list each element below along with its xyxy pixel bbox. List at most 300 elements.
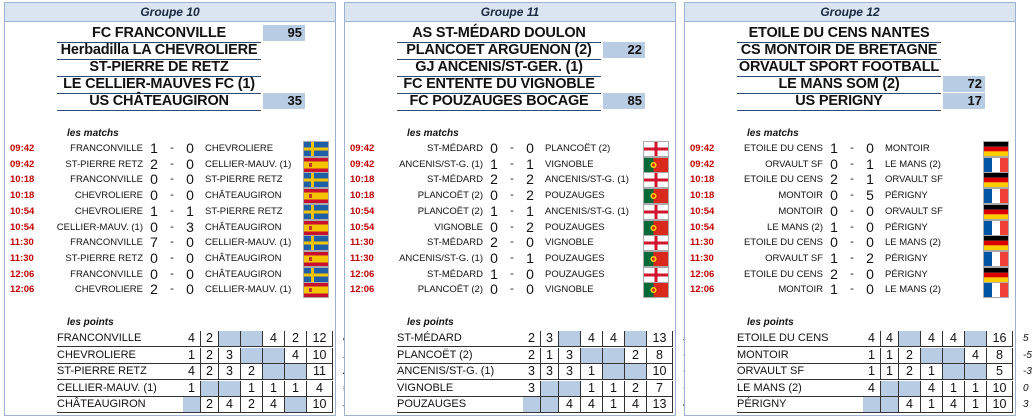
matches-label: les matchs xyxy=(407,128,459,139)
sweden-flag-icon xyxy=(303,235,329,251)
points-row xyxy=(685,331,1029,347)
points-cell xyxy=(899,381,921,396)
match-time: 10:54 xyxy=(690,221,715,233)
points-cell: 10 xyxy=(307,348,333,363)
points-cell: 2 xyxy=(201,397,219,412)
points-note: 0 xyxy=(1023,382,1029,394)
home-score: 1 xyxy=(830,249,838,266)
points-cell: 4 xyxy=(863,331,881,346)
points-cell: 7 xyxy=(647,381,673,396)
away-score: 1 xyxy=(526,249,534,266)
away-score: 2 xyxy=(526,171,534,188)
points-cell: 2 xyxy=(201,348,219,363)
points-cell: 1 xyxy=(603,381,625,396)
group-panel-10 xyxy=(4,2,336,416)
team-name: FC ENTENTE DU VIGNOBLE xyxy=(397,76,601,94)
away-score: 0 xyxy=(186,234,194,251)
points-cell: 4 xyxy=(581,397,603,412)
team-name: ETOILE DU CENS NANTES xyxy=(737,25,941,43)
team-name: ST-PIERRE DE RETZ xyxy=(57,59,261,77)
points-row xyxy=(685,397,1029,413)
match-time: 10:18 xyxy=(350,190,375,202)
home-score: 2 xyxy=(830,171,838,188)
home-team: FRANCONVILLE xyxy=(70,237,143,249)
points-cell xyxy=(881,397,899,412)
points-cell xyxy=(921,348,943,363)
home-team: ORVAULT SF xyxy=(765,252,823,264)
france-flag-icon xyxy=(983,251,1009,267)
team-points: 17 xyxy=(943,93,985,109)
sweden-flag-icon xyxy=(303,204,329,220)
portugal-flag-icon xyxy=(643,188,669,204)
match-time: 12:06 xyxy=(10,284,35,296)
score-separator: - xyxy=(170,220,174,233)
points-cell: 2 xyxy=(523,348,541,363)
home-team: CHEVROLIERE xyxy=(74,284,143,296)
match-row xyxy=(685,202,1015,220)
match-time: 09:42 xyxy=(10,143,35,154)
points-cell: 2 xyxy=(285,331,307,346)
points-cell: 4 xyxy=(965,348,987,363)
home-team: PLANCOËT (2) xyxy=(417,284,483,296)
points-team: ETOILE DU CENS xyxy=(737,332,829,344)
away-team: PÉRIGNY xyxy=(885,268,928,280)
points-cell: 3 xyxy=(559,348,581,363)
points-cell: 4 xyxy=(603,331,625,346)
home-score: 2 xyxy=(830,265,838,282)
match-row xyxy=(685,236,1015,251)
points-label: les points xyxy=(407,317,454,328)
match-time: 10:18 xyxy=(690,190,715,202)
team-name: FC POUZAUGES BOCAGE xyxy=(397,93,601,111)
points-cell: 3 xyxy=(523,381,541,396)
points-cell xyxy=(183,397,201,412)
points-team: MONTOIR xyxy=(737,348,789,361)
points-cell xyxy=(201,381,219,396)
points-cell xyxy=(943,364,965,379)
home-team: ST-MÉDARD xyxy=(427,143,483,154)
home-team: PLANCOËT (2) xyxy=(417,205,483,217)
match-time: 10:18 xyxy=(10,190,35,202)
home-score: 0 xyxy=(490,249,498,266)
team-name: CS MONTOIR DE BRETAGNE xyxy=(737,42,941,60)
away-score: 0 xyxy=(186,171,194,188)
score-separator: - xyxy=(510,142,514,154)
points-team: CHEVROLIERE xyxy=(57,348,136,361)
match-time: 11:30 xyxy=(690,252,714,264)
away-score: 2 xyxy=(866,249,874,266)
home-team: ETOILE DU CENS xyxy=(743,143,823,154)
home-score: 0 xyxy=(150,249,158,266)
away-team: ORVAULT SF xyxy=(885,174,943,186)
match-time: 12:06 xyxy=(690,268,715,280)
points-cell: 1 xyxy=(863,364,881,379)
points-row xyxy=(685,380,1029,397)
home-team: ST-PIERRE RETZ xyxy=(65,252,143,264)
away-team: POUZAUGES xyxy=(545,221,605,233)
points-row xyxy=(345,381,675,397)
points-cell: 2 xyxy=(899,348,921,363)
home-team: ANCENIS/ST-G. (1) xyxy=(399,158,483,170)
points-cell xyxy=(603,364,625,379)
home-score: 1 xyxy=(830,218,838,235)
home-score: 7 xyxy=(150,234,158,251)
away-team: POUZAUGES xyxy=(545,252,605,264)
away-score: 0 xyxy=(866,234,874,251)
points-team: CELLIER-MAUV. (1) xyxy=(57,381,157,394)
germany-flag-icon xyxy=(983,141,1009,157)
points-cell: 16 xyxy=(987,331,1013,346)
points-cell xyxy=(581,348,603,363)
points-cell: 4 xyxy=(921,381,943,396)
points-cell xyxy=(559,381,581,396)
points-team: PÉRIGNY xyxy=(737,398,787,410)
away-team: PÉRIGNY xyxy=(885,221,928,233)
match-row xyxy=(5,265,335,283)
portugal-flag-icon xyxy=(643,157,669,173)
points-cell: 4 xyxy=(943,397,965,412)
match-row xyxy=(685,249,1015,267)
points-team: ANCENIS/ST-G. (1) xyxy=(397,365,495,377)
home-team: PLANCOËT (2) xyxy=(417,190,483,202)
team-name: PLANCOET ARGUENON (2) xyxy=(397,42,601,60)
points-cell xyxy=(541,397,559,412)
home-score: 2 xyxy=(490,171,498,188)
points-cell: 1 xyxy=(863,348,881,363)
match-time: 10:54 xyxy=(10,221,35,233)
points-cell xyxy=(541,381,559,396)
home-team: ST-MÉDARD xyxy=(427,268,483,280)
away-team: VIGNOBLE xyxy=(545,284,594,296)
points-cell: 1 xyxy=(603,397,625,412)
spain-flag-icon xyxy=(303,188,329,204)
match-row xyxy=(345,249,675,267)
team-name: US PERIGNY xyxy=(737,93,941,111)
points-cell: 4 xyxy=(863,381,881,396)
away-score: 1 xyxy=(866,155,874,172)
score-separator: - xyxy=(850,220,854,233)
away-team: CELLIER-MAUV. (1) xyxy=(205,284,292,296)
points-cell: 12 xyxy=(307,331,333,346)
home-score: 0 xyxy=(490,187,498,204)
points-cell xyxy=(241,331,263,346)
match-row xyxy=(685,218,1015,236)
points-cell: 2 xyxy=(201,364,219,379)
points-cell: 4 xyxy=(899,397,921,412)
row-divider xyxy=(397,412,673,413)
points-cell xyxy=(219,381,241,396)
home-team: FRANCONVILLE xyxy=(70,268,143,280)
home-team: VIGNOBLE xyxy=(434,221,483,233)
away-score: 0 xyxy=(866,218,874,235)
home-score: 1 xyxy=(150,202,158,219)
spain-flag-icon xyxy=(303,157,329,173)
away-team: LE MANS (2) xyxy=(885,237,941,249)
sweden-flag-icon xyxy=(303,172,329,188)
match-row xyxy=(5,142,335,157)
match-row xyxy=(345,173,675,188)
points-label: les points xyxy=(67,317,114,328)
points-cell: 1 xyxy=(241,381,263,396)
away-score: 1 xyxy=(526,202,534,219)
score-separator: - xyxy=(850,157,854,170)
matches-label: les matchs xyxy=(67,128,119,139)
match-time: 12:06 xyxy=(10,268,35,280)
home-score: 0 xyxy=(150,265,158,282)
points-row xyxy=(5,364,335,380)
match-time: 11:30 xyxy=(690,237,714,249)
match-row xyxy=(685,142,1015,157)
match-time: 09:42 xyxy=(350,143,375,154)
home-score: 1 xyxy=(830,140,838,156)
france-flag-icon xyxy=(983,220,1009,236)
points-cell: 1 xyxy=(881,364,899,379)
team-name: US CHÂTEAUGIRON xyxy=(57,93,261,111)
match-time: 09:42 xyxy=(690,158,715,170)
points-team: ST-PIERRE RETZ xyxy=(57,365,147,377)
team-points: 72 xyxy=(943,76,985,92)
points-team: FRANCONVILLE xyxy=(57,332,142,344)
points-cell: 11 xyxy=(307,364,333,379)
row-divider xyxy=(737,412,1013,413)
team-name: AS ST-MÉDARD DOULON xyxy=(397,25,601,43)
points-cell: 4 xyxy=(307,381,333,396)
score-separator: - xyxy=(170,236,174,249)
match-time: 12:06 xyxy=(350,284,375,296)
away-team: LE MANS (2) xyxy=(885,158,941,170)
points-team: ORVAULT SF xyxy=(737,365,805,377)
points-row xyxy=(5,348,335,364)
away-score: 0 xyxy=(526,281,534,298)
points-cell: 4 xyxy=(263,397,285,412)
points-cell xyxy=(625,364,647,379)
points-note: 5 xyxy=(1023,333,1029,344)
points-cell xyxy=(899,331,921,346)
points-cell xyxy=(965,364,987,379)
points-team: POUZAUGES xyxy=(397,398,467,410)
score-separator: - xyxy=(510,173,514,186)
away-score: 0 xyxy=(526,234,534,251)
points-cell: 8 xyxy=(647,348,673,363)
points-cell: 8 xyxy=(987,348,1013,363)
home-score: 0 xyxy=(830,202,838,219)
points-cell xyxy=(625,331,647,346)
home-score: 0 xyxy=(490,218,498,235)
points-cell xyxy=(559,331,581,346)
points-cell: 1 xyxy=(183,381,201,396)
away-team: MONTOIR xyxy=(885,143,930,154)
score-separator: - xyxy=(170,142,174,154)
match-row xyxy=(5,218,335,236)
team-points: 85 xyxy=(603,93,645,109)
points-cell: 2 xyxy=(523,331,541,346)
points-cell: 4 xyxy=(625,397,647,412)
home-team: ETOILE DU CENS xyxy=(743,268,823,280)
score-separator: - xyxy=(850,142,854,154)
score-separator: - xyxy=(850,267,854,280)
points-cell: 4 xyxy=(285,348,307,363)
points-cell: 1 xyxy=(581,364,603,379)
points-cell: 4 xyxy=(183,364,201,379)
points-cell: 13 xyxy=(647,331,673,346)
group-title: Groupe 11 xyxy=(345,3,675,22)
points-cell xyxy=(965,331,987,346)
match-time: 09:42 xyxy=(690,143,715,154)
score-separator: - xyxy=(850,204,854,217)
england-flag-icon xyxy=(643,141,669,157)
points-cell: 1 xyxy=(285,381,307,396)
points-cell: 4 xyxy=(881,331,899,346)
team-points: 35 xyxy=(263,93,305,109)
sweden-flag-icon xyxy=(303,267,329,283)
away-score: 1 xyxy=(526,155,534,172)
points-row xyxy=(5,397,335,413)
home-team: CELLIER-MAUV. (1) xyxy=(56,221,143,233)
away-team: ST-PIERRE RETZ xyxy=(205,205,283,217)
points-cell: 1 xyxy=(183,348,201,363)
germany-flag-icon xyxy=(983,235,1009,251)
points-team: PLANCOËT (2) xyxy=(397,348,473,361)
portugal-flag-icon xyxy=(643,220,669,236)
away-score: 0 xyxy=(186,140,194,156)
home-score: 0 xyxy=(490,140,498,156)
england-flag-icon xyxy=(643,235,669,251)
points-label: les points xyxy=(747,317,794,328)
points-cell: 4 xyxy=(183,331,201,346)
away-team: CHÂTEAUGIRON xyxy=(205,268,282,280)
france-flag-icon xyxy=(983,157,1009,173)
away-score: 0 xyxy=(186,155,194,172)
home-team: ETOILE DU CENS xyxy=(743,174,823,186)
points-row xyxy=(5,381,335,397)
score-separator: - xyxy=(510,267,514,280)
team-name: Herbadilla LA CHEVROLIERE xyxy=(57,42,261,60)
points-cell: 10 xyxy=(647,364,673,379)
home-score: 0 xyxy=(150,187,158,204)
match-row xyxy=(685,265,1015,283)
points-note: 3 xyxy=(1023,399,1029,410)
points-cell: 4 xyxy=(559,397,581,412)
home-score: 2 xyxy=(150,281,158,298)
score-separator: - xyxy=(170,173,174,186)
points-cell: 3 xyxy=(219,364,241,379)
home-team: CHEVROLIERE xyxy=(74,205,143,217)
home-score: 1 xyxy=(490,202,498,219)
home-score: 0 xyxy=(150,218,158,235)
match-time: 10:18 xyxy=(350,174,375,186)
home-team: MONTOIR xyxy=(778,284,823,296)
points-cell xyxy=(603,348,625,363)
points-cell: 2 xyxy=(625,381,647,396)
away-score: 0 xyxy=(526,140,534,156)
points-team: LE MANS (2) xyxy=(737,381,802,394)
away-team: CELLIER-MAUV. (1) xyxy=(205,158,292,170)
home-score: 1 xyxy=(490,155,498,172)
points-cell: 1 xyxy=(965,397,987,412)
match-time: 10:54 xyxy=(350,221,375,233)
away-team: ANCENIS/ST-G. (1) xyxy=(545,205,629,217)
group-panel-11 xyxy=(344,2,676,416)
points-cell: 3 xyxy=(541,331,559,346)
match-row xyxy=(685,189,1015,204)
score-separator: - xyxy=(510,204,514,217)
away-score: 0 xyxy=(526,265,534,282)
home-score: 0 xyxy=(830,155,838,172)
away-team: VIGNOBLE xyxy=(545,158,594,170)
score-separator: - xyxy=(510,220,514,233)
points-row xyxy=(345,397,675,413)
match-time: 09:42 xyxy=(10,158,35,170)
points-row xyxy=(685,347,1032,364)
home-team: LE MANS (2) xyxy=(767,221,823,233)
score-separator: - xyxy=(850,283,854,296)
points-cell xyxy=(523,397,541,412)
home-team: ANCENIS/ST-G. (1) xyxy=(399,252,483,264)
match-time: 12:06 xyxy=(350,268,375,280)
row-divider xyxy=(57,412,333,413)
match-time: 11:30 xyxy=(350,252,374,264)
points-row xyxy=(345,364,675,380)
home-score: 1 xyxy=(830,281,838,298)
match-row xyxy=(685,173,1015,188)
england-flag-icon xyxy=(643,172,669,188)
score-separator: - xyxy=(170,204,174,217)
points-cell: 3 xyxy=(219,348,241,363)
team-points: 95 xyxy=(263,25,305,41)
away-team: POUZAUGES xyxy=(545,268,605,280)
match-row xyxy=(5,202,335,220)
match-row xyxy=(5,173,335,188)
group-title: Groupe 12 xyxy=(685,3,1015,22)
points-cell: 1 xyxy=(943,381,965,396)
score-separator: - xyxy=(170,283,174,296)
score-separator: - xyxy=(510,236,514,249)
away-score: 0 xyxy=(866,281,874,298)
points-cell: 1 xyxy=(581,381,603,396)
away-score: 0 xyxy=(186,249,194,266)
sweden-flag-icon xyxy=(303,141,329,157)
england-flag-icon xyxy=(643,267,669,283)
score-separator: - xyxy=(510,157,514,170)
away-score: 0 xyxy=(186,265,194,282)
home-team: ST-PIERRE RETZ xyxy=(65,158,143,170)
france-flag-icon xyxy=(983,188,1009,204)
home-team: ETOILE DU CENS xyxy=(743,237,823,249)
match-row xyxy=(345,142,675,157)
away-team: LE MANS (2) xyxy=(885,284,941,296)
score-separator: - xyxy=(850,173,854,186)
away-team: ANCENIS/ST-G. (1) xyxy=(545,174,629,186)
match-row xyxy=(5,283,335,298)
match-row xyxy=(345,283,675,298)
points-cell: 3 xyxy=(523,364,541,379)
points-cell: 2 xyxy=(201,331,219,346)
score-separator: - xyxy=(850,189,854,202)
points-cell xyxy=(285,397,307,412)
home-score: 0 xyxy=(830,187,838,204)
points-cell: 10 xyxy=(987,381,1013,396)
match-row xyxy=(685,283,1015,298)
away-score: 0 xyxy=(866,202,874,219)
points-cell xyxy=(881,381,899,396)
points-team: VIGNOBLE xyxy=(397,381,454,394)
away-team: CHÂTEAUGIRON xyxy=(205,221,282,233)
team-name: LE MANS SOM (2) xyxy=(737,76,941,94)
points-row xyxy=(345,348,675,364)
spain-flag-icon xyxy=(303,220,329,236)
match-row xyxy=(345,236,675,251)
score-separator: - xyxy=(170,189,174,202)
